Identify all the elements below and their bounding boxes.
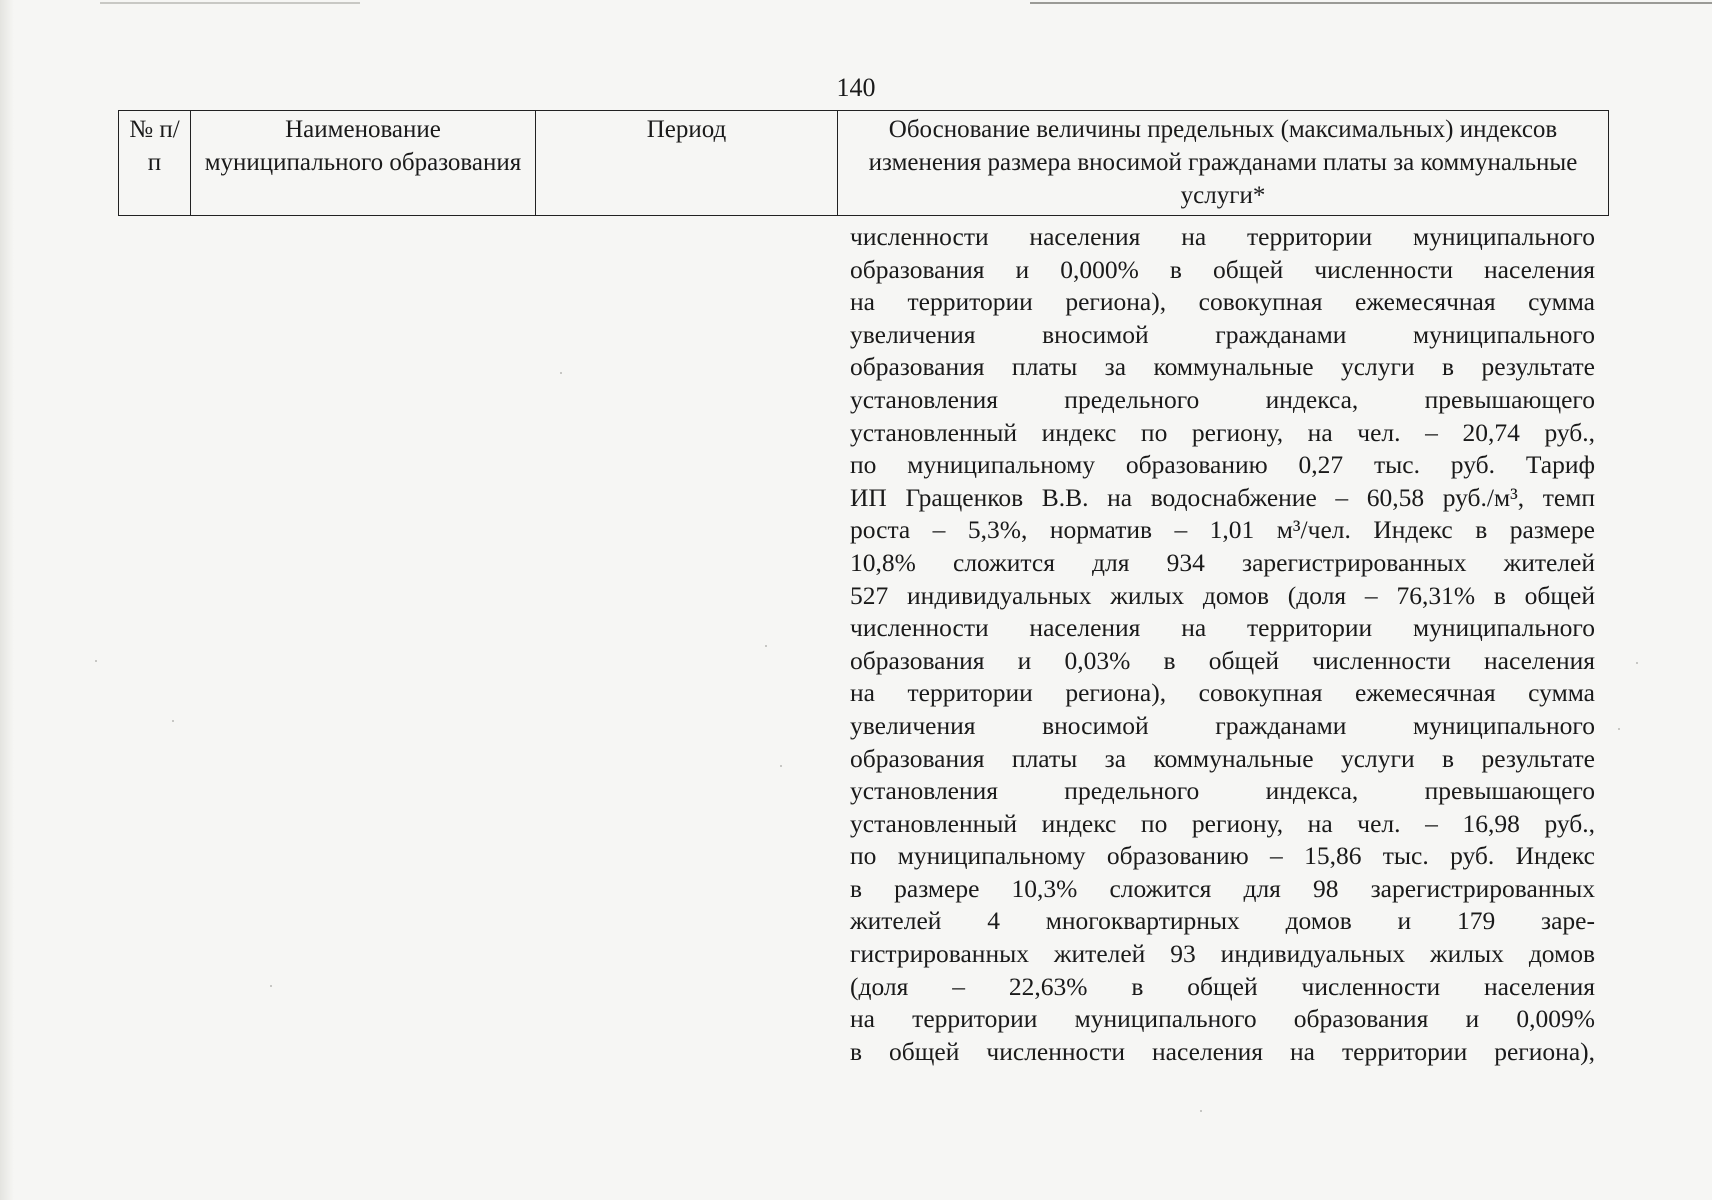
- column-header-number: № п/п: [119, 111, 191, 216]
- scan-speck: [1618, 728, 1620, 730]
- text-line: гистрированных жителей 93 индивидуальных жилых домов: [850, 939, 1595, 969]
- scan-speck: [1636, 662, 1638, 664]
- justification-text: [850, 221, 1595, 1068]
- scan-speck: [780, 765, 782, 767]
- text-line: численности населения на территории муниципального: [850, 613, 1595, 643]
- text-line: по муниципальному образованию – 15,86 тыс. руб. Индекс: [850, 841, 1595, 871]
- text-line: образования и 0,000% в общей численности населения: [850, 254, 1595, 284]
- scan-speck: [1200, 1110, 1202, 1112]
- text-line: образования и 0,03% в общей численности населения: [850, 645, 1595, 675]
- text-line: (доля – 22,63% в общей численности населения: [850, 971, 1595, 1001]
- text-line: увеличения вносимой гражданами муниципального: [850, 710, 1595, 740]
- scan-speck: [765, 645, 767, 647]
- scan-speck: [270, 985, 272, 987]
- text-line: численности населения на территории муниципального: [850, 222, 1595, 251]
- text-line: 527 индивидуальных жилых домов (доля – 76,31% в общей: [850, 580, 1595, 610]
- text-line: жителей 4 многоквартирных домов и 179 заре-: [850, 906, 1595, 936]
- column-header-municipality: Наименование муниципального образования: [191, 111, 536, 216]
- text-line: 10,8% сложится для 934 зарегистрированных жителей: [850, 547, 1595, 577]
- text-line: по муниципальному образованию 0,27 тыс. руб. Тариф: [850, 450, 1595, 480]
- text-line: образования платы за коммунальные услуги в результате: [850, 743, 1595, 773]
- text-line: роста – 5,3%, норматив – 1,01 м³/чел. Индекс в размере: [850, 515, 1595, 545]
- scan-left-edge: [0, 0, 14, 1200]
- text-line: в общей численности населения на территории региона),: [850, 1036, 1595, 1066]
- scan-speck: [172, 720, 174, 722]
- column-header-justification: Обоснование величины предельных (максимальных) индексов изменения размера вносимой гражданами платы за коммунальные услуги*: [838, 111, 1609, 216]
- scan-speck: [560, 372, 562, 374]
- text-line: установленный индекс по региону, на чел. – 16,98 руб.,: [850, 808, 1595, 838]
- text-line: в размере 10,3% сложится для 98 зарегистрированных: [850, 873, 1595, 903]
- scan-top-rule-right: [1030, 2, 1712, 4]
- scan-top-rule-left: [100, 2, 360, 4]
- table-header: [118, 110, 1609, 216]
- text-line: на территории региона), совокупная ежемесячная сумма: [850, 678, 1595, 708]
- scan-speck: [95, 660, 97, 662]
- text-line: ИП Гращенков В.В. на водоснабжение – 60,58 руб./м³, темп: [850, 482, 1595, 512]
- text-line: установления предельного индекса, превышающего: [850, 384, 1595, 414]
- text-line: на территории муниципального образования и 0,009%: [850, 1004, 1595, 1034]
- text-line: образования платы за коммунальные услуги в результате: [850, 352, 1595, 382]
- text-line: увеличения вносимой гражданами муниципального: [850, 319, 1595, 349]
- text-line: на территории региона), совокупная ежемесячная сумма: [850, 287, 1595, 317]
- table-header-row: [119, 111, 1609, 216]
- text-line: установления предельного индекса, превышающего: [850, 776, 1595, 806]
- text-line: установленный индекс по региону, на чел. – 20,74 руб.,: [850, 417, 1595, 447]
- page-number: 140: [836, 73, 876, 102]
- column-header-period: Период: [536, 111, 838, 216]
